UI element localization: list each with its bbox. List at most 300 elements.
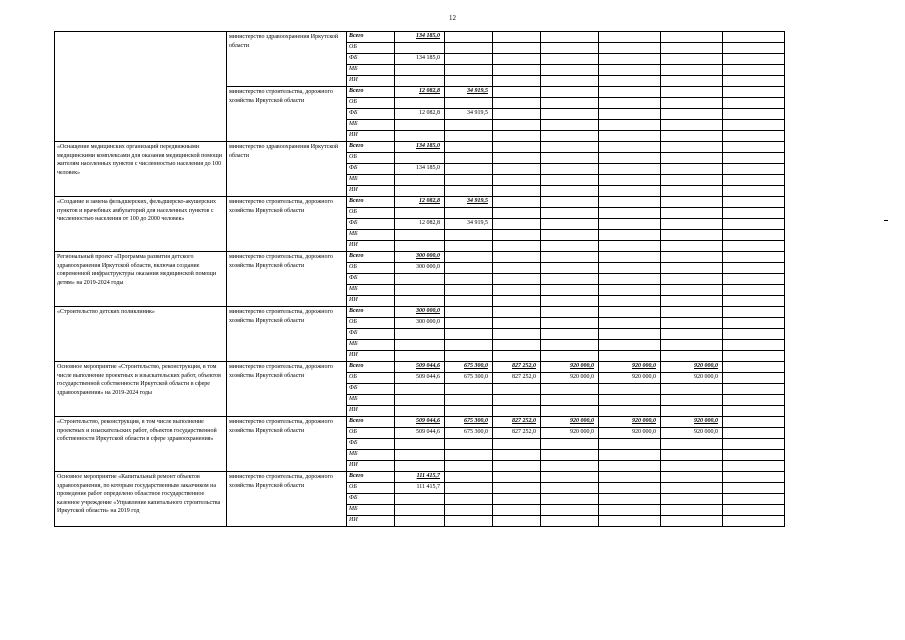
amount-cell [661,219,723,230]
table-row [55,472,833,483]
amount-cell [541,142,599,153]
amount-cell [445,164,493,175]
amount-cell [723,131,785,142]
amount-cell [599,472,661,483]
amount-cell [493,406,541,417]
amount-cell: 509 044,6 [395,417,445,428]
funding-source: ФБ [347,494,395,505]
amount-cell [661,516,723,527]
amount-cell [723,296,785,307]
amount-cell: 12 082,8 [395,87,445,98]
amount-cell [493,65,541,76]
amount-cell [541,439,599,450]
amount-cell [445,65,493,76]
funding-source: Всего [347,197,395,208]
amount-cell: 920 000,0 [661,428,723,439]
amount-cell [599,296,661,307]
amount-cell [445,241,493,252]
amount-cell [599,32,661,43]
amount-cell [661,340,723,351]
amount-cell [445,54,493,65]
amount-cell [661,153,723,164]
amount-cell [599,516,661,527]
amount-cell [723,472,785,483]
amount-cell [723,340,785,351]
amount-cell [445,351,493,362]
amount-cell [599,351,661,362]
amount-cell [723,439,785,450]
amount-cell [395,296,445,307]
amount-cell [599,43,661,54]
amount-cell [445,142,493,153]
amount-cell [723,362,785,373]
funding-source: ФБ [347,219,395,230]
amount-cell [395,98,445,109]
amount-cell [541,186,599,197]
funding-source: ФБ [347,439,395,450]
amount-cell [661,120,723,131]
amount-cell [445,516,493,527]
amount-cell [723,351,785,362]
amount-cell [445,208,493,219]
amount-cell: 827 252,0 [493,417,541,428]
amount-cell [395,285,445,296]
amount-cell [723,516,785,527]
amount-cell [445,120,493,131]
amount-cell [661,76,723,87]
amount-cell: 300 000,0 [395,318,445,329]
executor-name: министерство строительства, дорожного хозяйства Иркутской области [227,252,347,307]
amount-cell: 920 000,0 [541,373,599,384]
funding-source: МБ [347,175,395,186]
amount-cell [723,120,785,131]
amount-cell [493,241,541,252]
amount-cell [599,329,661,340]
amount-cell [661,54,723,65]
amount-cell [493,120,541,131]
amount-cell [445,340,493,351]
amount-cell: 12 082,8 [395,197,445,208]
amount-cell: 920 000,0 [661,417,723,428]
amount-cell [541,208,599,219]
activity-description: «Строительство детских поликлиник» [55,307,227,362]
amount-cell [723,406,785,417]
amount-cell [599,505,661,516]
amount-cell [395,329,445,340]
funding-source: Всего [347,87,395,98]
amount-cell [493,450,541,461]
amount-cell: 134 185,0 [395,32,445,43]
amount-cell: 920 000,0 [661,362,723,373]
amount-cell [541,153,599,164]
activity-description: Региональный проект «Программа развития детского здравоохранения Иркутской области, включая создание современной инфраструктуры оказания медицинской помощи детям» на 2019-2024 годы [55,252,227,307]
amount-cell [723,263,785,274]
amount-cell [541,263,599,274]
amount-cell [661,186,723,197]
amount-cell [445,98,493,109]
amount-cell [661,65,723,76]
amount-cell [661,87,723,98]
amount-cell [661,43,723,54]
amount-cell [493,87,541,98]
amount-cell [661,450,723,461]
amount-cell [493,54,541,65]
amount-cell [661,285,723,296]
amount-cell [541,131,599,142]
amount-cell [599,263,661,274]
amount-cell [493,43,541,54]
funding-source: ИИ [347,131,395,142]
funding-source: ОБ [347,428,395,439]
amount-cell [723,285,785,296]
amount-cell [493,505,541,516]
activity-description: «Оснащение медицинских организаций передвижными медицинскими комплексами для оказания медицинской помощи жителям населенных пунктов с численностью населения до 100 человек» [55,142,227,197]
amount-cell [493,263,541,274]
amount-cell [723,164,785,175]
amount-cell [395,43,445,54]
funding-source: Всего [347,142,395,153]
table-row [55,362,833,373]
amount-cell [445,76,493,87]
amount-cell [661,351,723,362]
amount-cell [723,252,785,263]
amount-cell: 12 082,8 [395,109,445,120]
amount-cell [723,109,785,120]
amount-cell [723,76,785,87]
amount-cell [445,439,493,450]
amount-cell [723,142,785,153]
amount-cell [661,296,723,307]
funding-source: Всего [347,472,395,483]
amount-cell: 827 252,0 [493,362,541,373]
amount-cell [599,197,661,208]
amount-cell [723,65,785,76]
amount-cell [599,483,661,494]
amount-cell [723,208,785,219]
amount-cell: 134 185,0 [395,142,445,153]
amount-cell [445,230,493,241]
amount-cell [723,230,785,241]
funding-source: МБ [347,120,395,131]
amount-cell [395,340,445,351]
amount-cell [723,186,785,197]
amount-cell [541,505,599,516]
amount-cell [445,329,493,340]
amount-cell [493,384,541,395]
activity-description: «Строительство, реконструкция, в том числе выполнение проектных и изыскательских работ, объектов государственной собственности Иркутской области в сфере здравоохранения» [55,417,227,472]
amount-cell [445,252,493,263]
amount-cell [395,406,445,417]
amount-cell [661,395,723,406]
amount-cell [445,483,493,494]
amount-cell [541,395,599,406]
amount-cell [395,384,445,395]
activity-description: «Создание и замена фельдшерских, фельдшерско-акушерских пунктов и врачебных амбулаторий для населенных пунктов с численностью населения от 100 до 2000 человек» [55,197,227,252]
amount-cell [599,285,661,296]
amount-cell [599,241,661,252]
amount-cell: 675 300,0 [445,362,493,373]
funding-source: ФБ [347,329,395,340]
amount-cell [395,208,445,219]
funding-source: ОБ [347,373,395,384]
amount-cell [493,285,541,296]
amount-cell [395,516,445,527]
funding-source: ИИ [347,461,395,472]
amount-cell [493,516,541,527]
amount-cell [599,252,661,263]
amount-cell: 111 415,7 [395,472,445,483]
amount-cell [723,43,785,54]
funding-source: ИИ [347,516,395,527]
amount-cell [599,65,661,76]
amount-cell: 134 185,0 [395,164,445,175]
amount-cell [445,131,493,142]
amount-cell [541,285,599,296]
amount-cell [541,252,599,263]
amount-cell [445,186,493,197]
amount-cell [493,175,541,186]
amount-cell: 509 044,6 [395,373,445,384]
funding-source: ИИ [347,406,395,417]
amount-cell: 134 185,0 [395,54,445,65]
amount-cell [661,109,723,120]
amount-cell [493,274,541,285]
amount-cell [723,395,785,406]
table-row [55,142,833,153]
amount-cell [541,164,599,175]
amount-cell [395,120,445,131]
amount-cell [723,461,785,472]
funding-source: ИИ [347,241,395,252]
amount-cell [493,76,541,87]
amount-cell [493,32,541,43]
amount-cell [541,318,599,329]
amount-cell [661,329,723,340]
funding-source: ОБ [347,318,395,329]
amount-cell [723,153,785,164]
amount-cell [661,197,723,208]
amount-cell [493,186,541,197]
amount-cell: 34 919,5 [445,197,493,208]
amount-cell [599,153,661,164]
funding-source: МБ [347,230,395,241]
amount-cell [541,296,599,307]
executor-name: министерство строительства, дорожного хозяйства Иркутской области [227,197,347,252]
activity-description [55,32,227,142]
amount-cell [661,307,723,318]
amount-cell [599,120,661,131]
amount-cell [445,494,493,505]
amount-cell [599,450,661,461]
amount-cell [541,109,599,120]
amount-cell [541,54,599,65]
amount-cell [723,505,785,516]
amount-cell: 920 000,0 [541,417,599,428]
amount-cell [493,230,541,241]
amount-cell [599,219,661,230]
amount-cell [599,494,661,505]
amount-cell [723,483,785,494]
funding-source: ОБ [347,263,395,274]
amount-cell [395,494,445,505]
amount-cell [493,340,541,351]
funding-source: ФБ [347,54,395,65]
funding-source: ФБ [347,274,395,285]
amount-cell [661,505,723,516]
amount-cell [493,483,541,494]
executor-name: министерство здравоохранения Иркутской области [227,142,347,197]
amount-cell [661,406,723,417]
amount-cell [599,142,661,153]
amount-cell: 509 044,6 [395,362,445,373]
table-row [55,197,833,208]
amount-cell [541,120,599,131]
funding-source: МБ [347,450,395,461]
amount-cell [493,197,541,208]
amount-cell [723,384,785,395]
amount-cell [599,274,661,285]
amount-cell [661,164,723,175]
amount-cell: 300 000,0 [395,307,445,318]
amount-cell [493,109,541,120]
amount-cell [493,252,541,263]
amount-cell: 12 082,8 [395,219,445,230]
amount-cell [395,153,445,164]
amount-cell [661,208,723,219]
amount-cell [395,439,445,450]
amount-cell [723,98,785,109]
margin-mark [884,220,888,221]
amount-cell [541,65,599,76]
amount-cell [445,285,493,296]
funding-source: МБ [347,395,395,406]
amount-cell [395,76,445,87]
amount-cell [661,384,723,395]
amount-cell [541,384,599,395]
amount-cell [723,450,785,461]
amount-cell [395,274,445,285]
amount-cell: 920 000,0 [599,362,661,373]
funding-source: Всего [347,252,395,263]
amount-cell [541,76,599,87]
amount-cell [445,32,493,43]
amount-cell [599,318,661,329]
amount-cell [541,241,599,252]
funding-source: ИИ [347,186,395,197]
funding-table [54,31,833,527]
amount-cell [599,208,661,219]
amount-cell: 111 415,7 [395,483,445,494]
amount-cell [723,494,785,505]
amount-cell [661,483,723,494]
amount-cell [661,439,723,450]
amount-cell [541,483,599,494]
amount-cell [493,131,541,142]
amount-cell [599,384,661,395]
table-row [55,307,833,318]
amount-cell [723,219,785,230]
amount-cell [493,461,541,472]
amount-cell [445,43,493,54]
amount-cell [661,263,723,274]
amount-cell [395,395,445,406]
amount-cell [599,87,661,98]
amount-cell: 675 300,0 [445,373,493,384]
amount-cell: 509 044,6 [395,428,445,439]
amount-cell [599,54,661,65]
amount-cell: 300 000,0 [395,263,445,274]
amount-cell [723,175,785,186]
amount-cell [599,186,661,197]
funding-source: Всего [347,362,395,373]
amount-cell [599,175,661,186]
funding-source: ИИ [347,76,395,87]
amount-cell [445,153,493,164]
amount-cell: 920 000,0 [599,373,661,384]
amount-cell [445,296,493,307]
amount-cell [661,472,723,483]
amount-cell [445,274,493,285]
amount-cell [599,131,661,142]
amount-cell [493,98,541,109]
amount-cell [541,516,599,527]
amount-cell [723,54,785,65]
amount-cell [445,318,493,329]
amount-cell [541,32,599,43]
amount-cell [661,241,723,252]
amount-cell [541,472,599,483]
amount-cell: 34 919,5 [445,87,493,98]
amount-cell [599,439,661,450]
table-row [55,417,833,428]
amount-cell [661,252,723,263]
amount-cell [541,219,599,230]
amount-cell [395,230,445,241]
amount-cell: 920 000,0 [541,362,599,373]
amount-cell [541,450,599,461]
amount-cell [661,142,723,153]
amount-cell [493,318,541,329]
funding-source: Всего [347,32,395,43]
amount-cell [599,164,661,175]
amount-cell [661,494,723,505]
amount-cell [541,175,599,186]
funding-source: ИИ [347,351,395,362]
amount-cell [541,274,599,285]
funding-source: МБ [347,505,395,516]
executor-name: министерство строительства, дорожного хозяйства Иркутской области [227,87,347,142]
amount-cell [599,340,661,351]
amount-cell [445,307,493,318]
amount-cell [445,384,493,395]
amount-cell [599,395,661,406]
amount-cell [541,461,599,472]
amount-cell [541,197,599,208]
funding-source: ОБ [347,483,395,494]
amount-cell [661,32,723,43]
amount-cell [541,351,599,362]
funding-source: ИИ [347,296,395,307]
amount-cell: 920 000,0 [661,373,723,384]
amount-cell [445,461,493,472]
amount-cell [493,142,541,153]
amount-cell [599,461,661,472]
amount-cell [723,87,785,98]
executor-name: министерство строительства, дорожного хозяйства Иркутской области [227,472,347,527]
funding-source: МБ [347,285,395,296]
amount-cell [723,329,785,340]
amount-cell [493,439,541,450]
